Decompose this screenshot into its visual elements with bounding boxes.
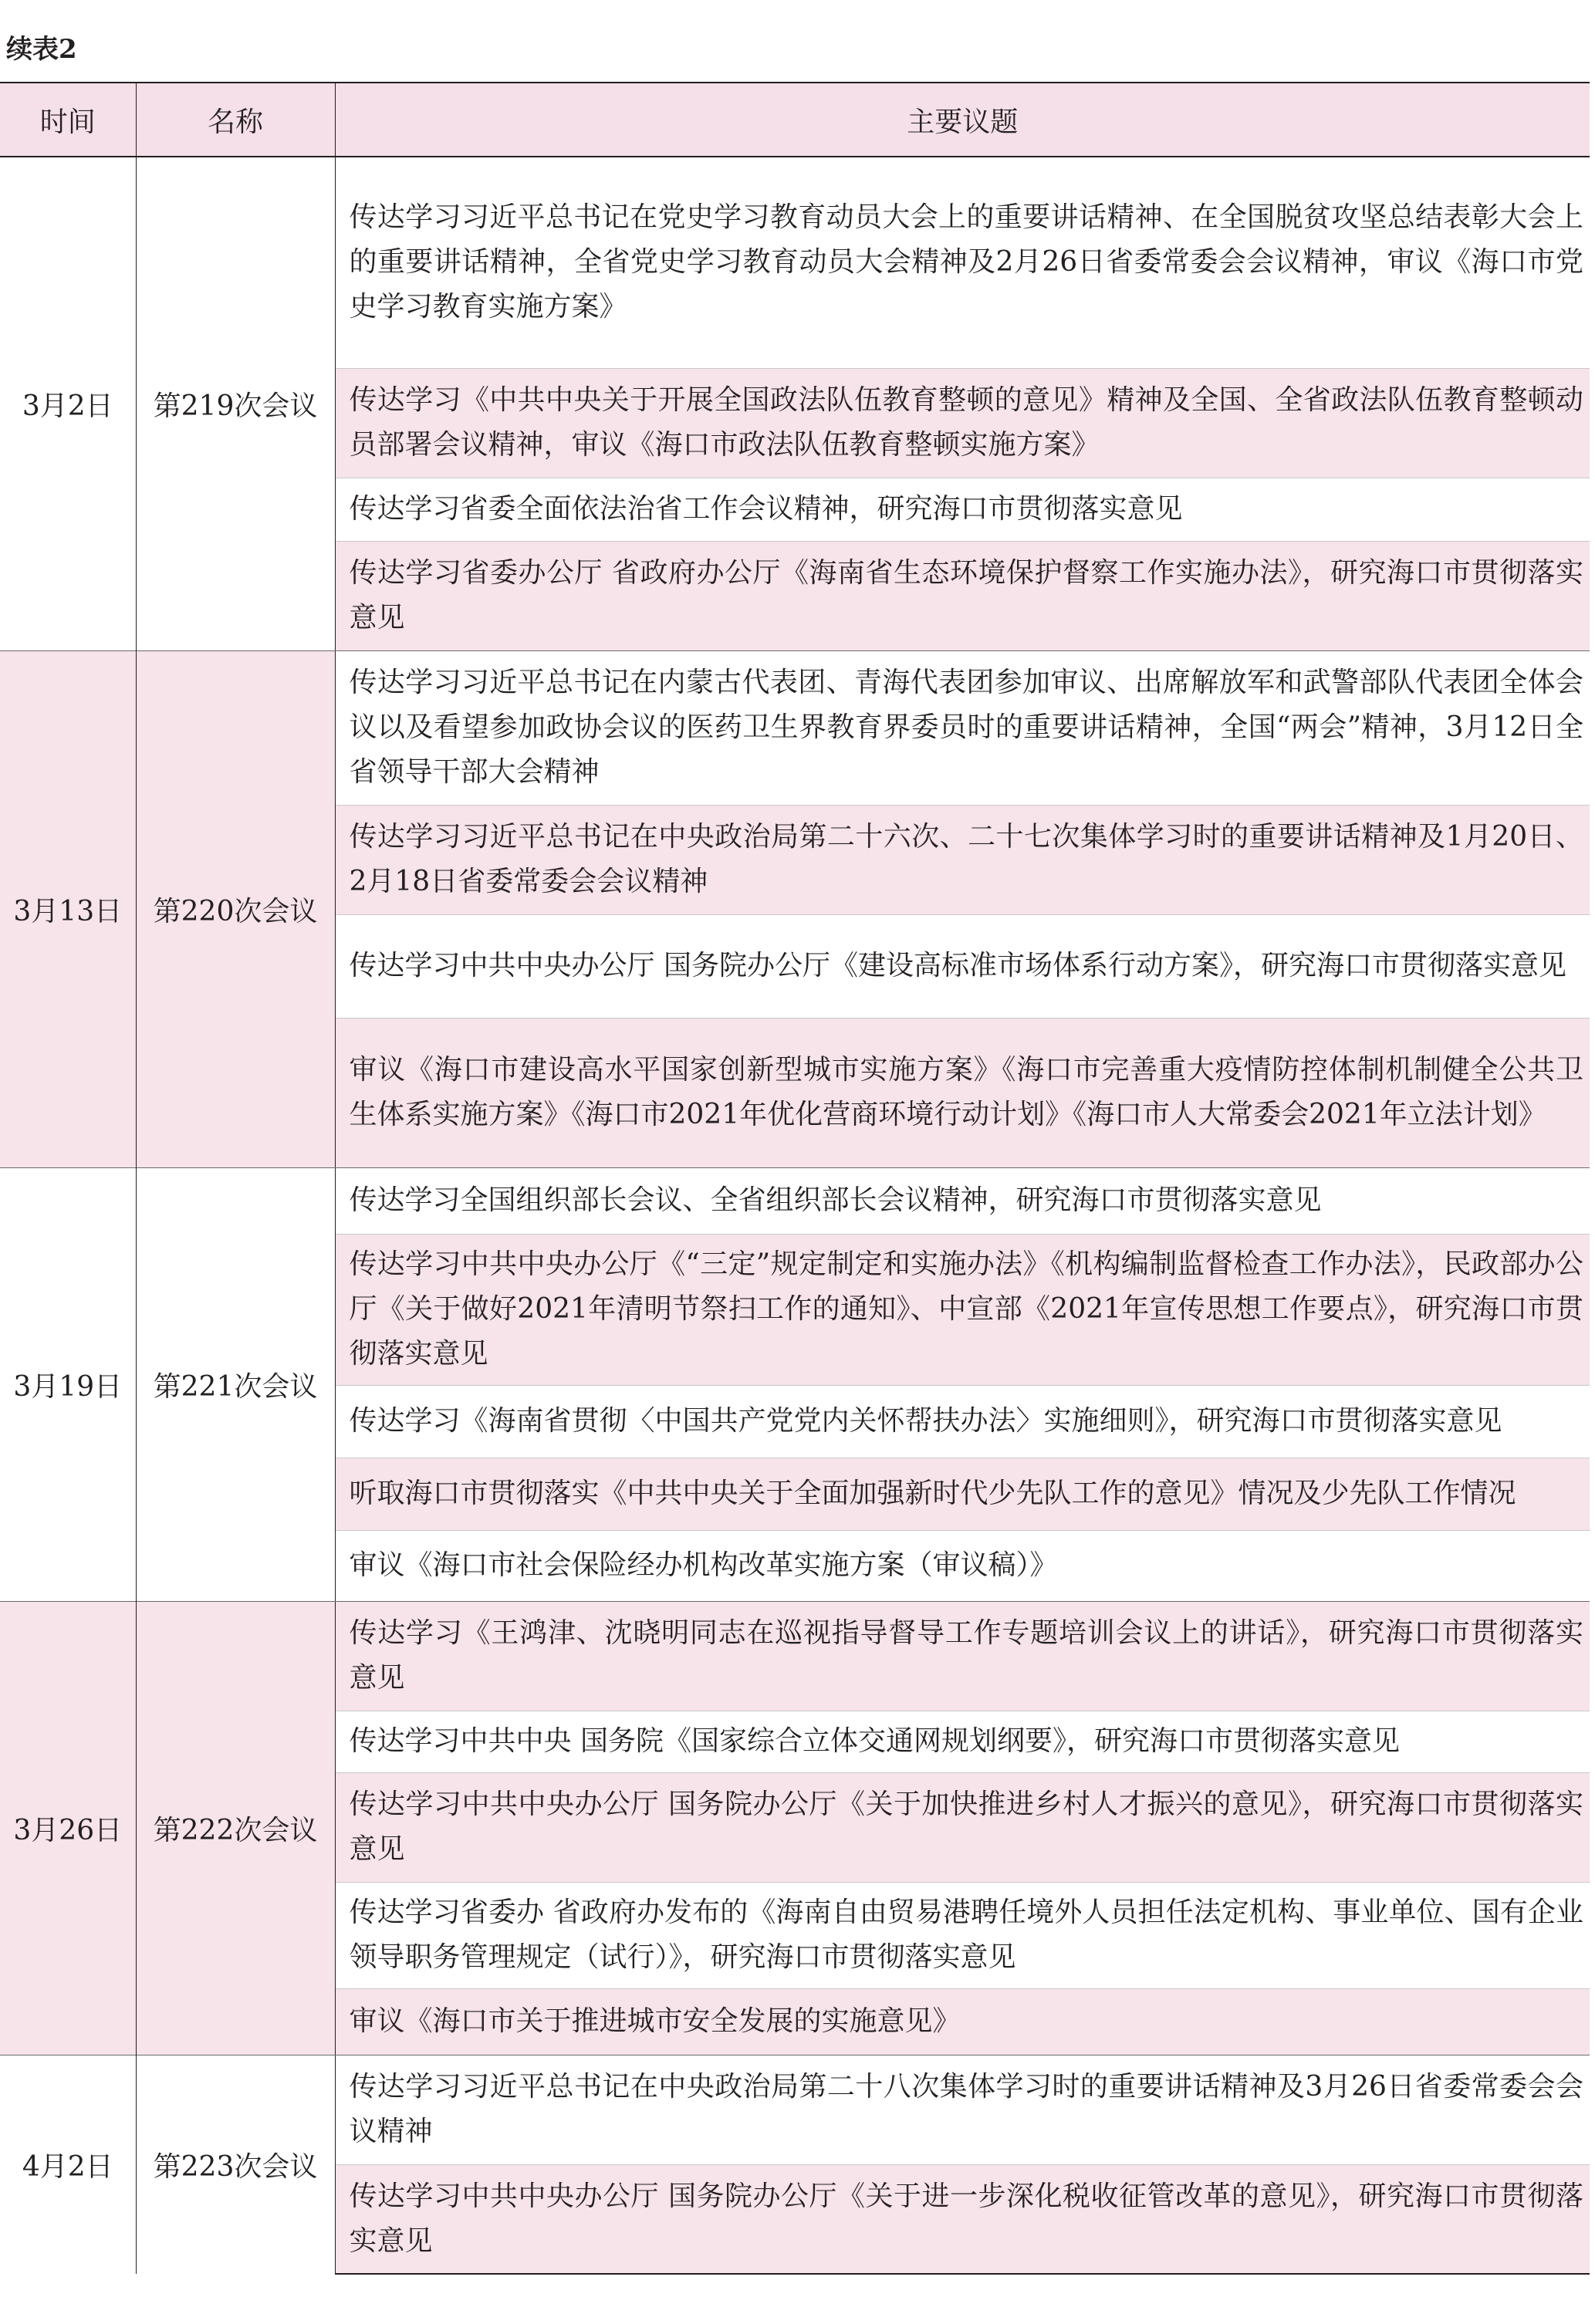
meeting-date: 3月13日 <box>0 650 136 1167</box>
topic-text: 审议《海口市建设高水平国家创新型城市实施方案》《海口市完善重大疫情防控体制机制健全公共卫生体系实施方案》《海口市2021年优化营商环境行动计划》《海口市人大常委会2021年立法计划》 <box>349 1054 1583 1130</box>
topic-text: 传达学习省委办 省政府办发布的《海南自由贸易港聘任境外人员担任法定机构、事业单位、国有企业领导职务管理规定（试行）》，研究海口市贯彻落实意见 <box>349 1897 1583 1973</box>
topic-text: 传达学习习近平总书记在中央政治局第二十六次、二十七次集体学习时的重要讲话精神及1月20日、2月18日省委常委会会议精神 <box>349 821 1583 897</box>
topic-cell <box>335 1167 1590 1234</box>
meeting-date: 4月2日 <box>0 2055 136 2274</box>
topic-cell <box>335 1711 1590 1772</box>
meeting-name: 第220次会议 <box>136 650 335 1167</box>
topic-cell <box>335 2055 1590 2164</box>
table-caption: 续表2 <box>6 34 77 65</box>
topic-cell <box>335 1234 1590 1385</box>
topic-cell <box>335 1882 1590 1988</box>
topic-text: 传达学习《王鸿津、沈晓明同志在巡视指导督导工作专题培训会议上的讲话》，研究海口市贯彻落实意见 <box>349 1617 1583 1694</box>
topic-cell <box>335 478 1590 541</box>
header-row <box>0 83 1590 157</box>
topic-cell <box>335 157 1590 368</box>
table-row <box>0 2055 1590 2164</box>
meeting-name: 第221次会议 <box>136 1167 335 1601</box>
table-row <box>0 157 1590 368</box>
table-row <box>0 1601 1590 1711</box>
meeting-name: 第223次会议 <box>136 2055 335 2274</box>
meeting-date: 3月2日 <box>0 157 136 650</box>
topic-cell <box>335 2164 1590 2274</box>
meeting-date: 3月26日 <box>0 1601 136 2055</box>
topic-text: 传达学习全国组织部长会议、全省组织部长会议精神，研究海口市贯彻落实意见 <box>349 1184 1322 1216</box>
topic-cell <box>335 1458 1590 1530</box>
topic-cell <box>335 914 1590 1018</box>
topic-text: 传达学习习近平总书记在内蒙古代表团、青海代表团参加审议、出席解放军和武警部队代表团全体会议以及看望参加政协会议的医药卫生界教育界委员时的重要讲话精神，全国“两会”精神，3月12日全省领导干部大会精神 <box>349 667 1583 788</box>
topic-text: 传达学习《海南省贯彻〈中国共产党党内关怀帮扶办法〉实施细则》，研究海口市贯彻落实意见 <box>349 1405 1502 1437</box>
topic-text: 传达学习习近平总书记在中央政治局第二十八次集体学习时的重要讲话精神及3月26日省委常委会会议精神 <box>349 2071 1583 2147</box>
topic-text: 传达学习中共中央办公厅 国务院办公厅《建设高标准市场体系行动方案》，研究海口市贯彻落实意见 <box>349 950 1566 981</box>
topic-text: 传达学习省委全面依法治省工作会议精神，研究海口市贯彻落实意见 <box>349 493 1183 525</box>
topic-cell <box>335 1601 1590 1711</box>
topic-cell <box>335 1530 1590 1601</box>
topic-text: 传达学习中共中央办公厅 国务院办公厅《关于进一步深化税收征管改革的意见》，研究海口市贯彻落实意见 <box>349 2180 1583 2257</box>
topic-text: 传达学习《中共中央关于开展全国政法队伍教育整顿的意见》精神及全国、全省政法队伍教育整顿动员部署会议精神，审议《海口市政法队伍教育整顿实施方案》 <box>349 384 1583 461</box>
topic-cell <box>335 805 1590 914</box>
topic-text: 传达学习中共中央办公厅《“三定”规定制定和实施办法》《机构编制监督检查工作办法》，民政部办公厅《关于做好2021年清明节祭扫工作的通知》、中宣部《2021年宣传思想工作要点》，研究海口市贯彻落实意见 <box>349 1248 1583 1370</box>
header-topics: 主要议题 <box>335 83 1590 157</box>
topic-cell <box>335 541 1590 650</box>
topic-text: 传达学习习近平总书记在党史学习教育动员大会上的重要讲话精神、在全国脱贫攻坚总结表彰大会上的重要讲话精神，全省党史学习教育动员大会精神及2月26日省委常委会会议精神，审议《海口市党史学习教育实施方案》 <box>349 201 1583 323</box>
topic-cell <box>335 1772 1590 1882</box>
topic-text: 传达学习省委办公厅 省政府办公厅《海南省生态环境保护督察工作实施办法》，研究海口市贯彻落实意见 <box>349 557 1583 633</box>
meeting-name: 第219次会议 <box>136 157 335 650</box>
meeting-date: 3月19日 <box>0 1167 136 1601</box>
meetings-table <box>0 82 1590 2275</box>
topic-text: 审议《海口市社会保险经办机构改革实施方案（审议稿）》 <box>349 1549 1058 1581</box>
meeting-name: 第222次会议 <box>136 1601 335 2055</box>
topic-text: 审议《海口市关于推进城市安全发展的实施意见》 <box>349 2005 961 2037</box>
topic-text: 听取海口市贯彻落实《中共中央关于全面加强新时代少先队工作的意见》情况及少先队工作情况 <box>349 1478 1516 1509</box>
topic-cell <box>335 1385 1590 1458</box>
topic-cell <box>335 1018 1590 1167</box>
topic-cell <box>335 1988 1590 2055</box>
topic-cell <box>335 650 1590 805</box>
table-row <box>0 650 1590 805</box>
header-name: 名称 <box>136 83 335 157</box>
topic-cell <box>335 368 1590 478</box>
header-time: 时间 <box>0 83 136 157</box>
topic-text: 传达学习中共中央 国务院《国家综合立体交通网规划纲要》，研究海口市贯彻落实意见 <box>349 1725 1400 1757</box>
topic-text: 传达学习中共中央办公厅 国务院办公厅《关于加快推进乡村人才振兴的意见》，研究海口市贯彻落实意见 <box>349 1789 1583 1865</box>
table-row <box>0 1167 1590 1234</box>
